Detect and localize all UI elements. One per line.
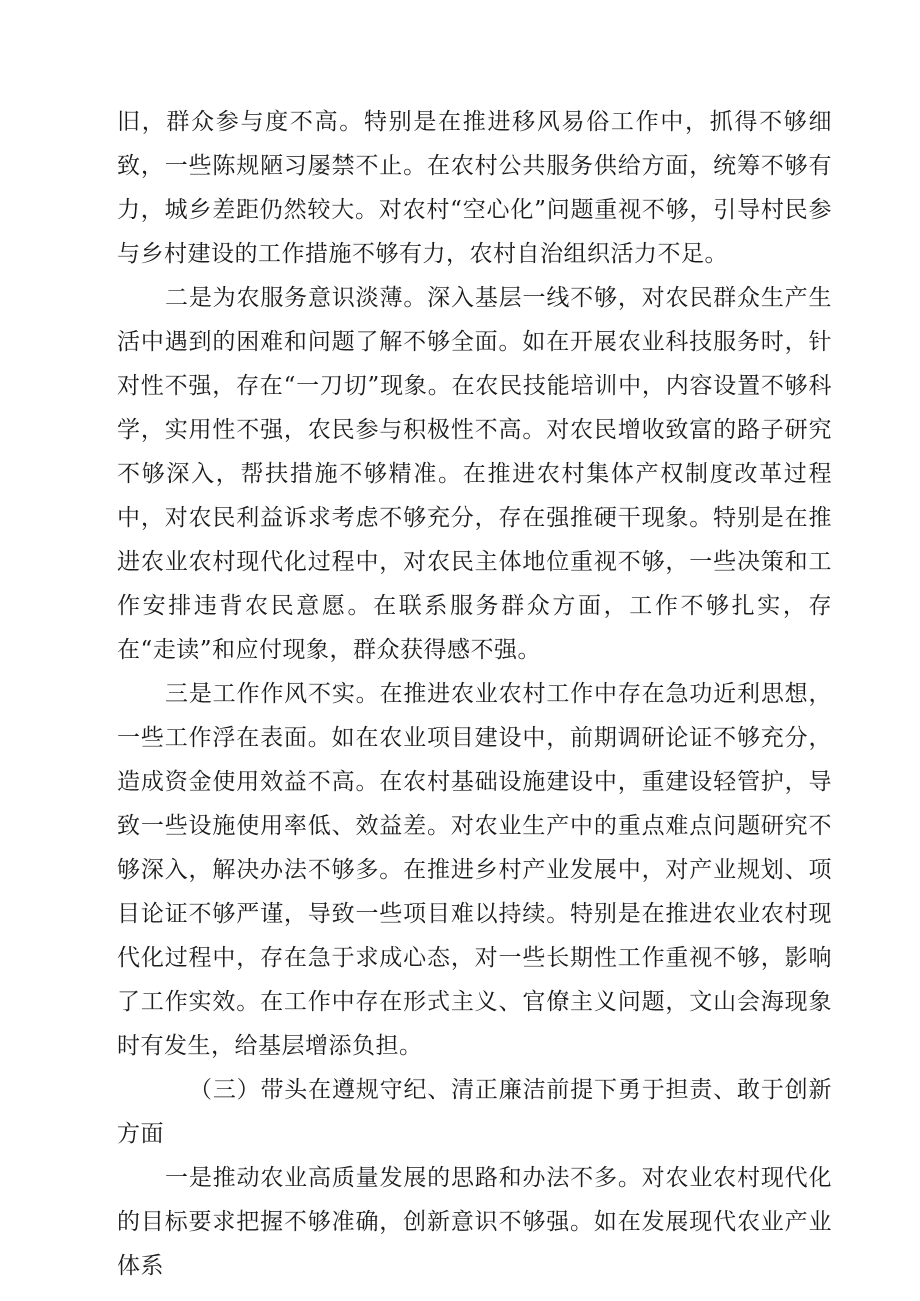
paragraph-point-one: 一是推动农业高质量发展的思路和办法不多。对农业农村现代化的目标要求把握不够准确，创新意识不够强。如在发展现代农业产业体系 [117,1165,832,1279]
paragraph-point-three: 三是工作作风不实。在推进农业农村工作中存在急功近利思想，一些工作浮在表面。如在农业项目建设中，前期调研论证不够充分，造成资金使用效益不高。在农村基础设施建设中，重建设轻管护，导致一些设施使用率低、效益差。对农业生产中的重点难点问题研究不够深入，解决办法不够多。在推进乡村产业发展中，对产业规划、项目论证不够严谨，导致一些项目难以持续。特别是在推进农业农村现代化过程中，存在急于求成心态，对一些长期性工作重视不够，影响了工作实效。在工作中存在形式主义、官僚主义问题，文山会海现象时有发生，给基层增添负担。 [117,681,832,1059]
document-body [117,100,832,1288]
section-heading: （三）带头在遵规守纪、清正廉洁前提下勇于担责、敢于创新方面 [117,1077,832,1147]
paragraph-continuation: 旧，群众参与度不高。特别是在推进移风易俗工作中，抓得不够细致，一些陈规陋习屡禁不止。在农村公共服务供给方面，统筹不够有力，城乡差距仍然较大。对农村“空心化”问题重视不够，引导村民参与乡村建设的工作措施不够有力，农村自治组织活力不足。 [117,109,832,267]
paragraph-point-two: 二是为农服务意识淡薄。深入基层一线不够，对农民群众生产生活中遇到的困难和问题了解不够全面。如在开展农业科技服务时，针对性不强，存在“一刀切”现象。在农民技能培训中，内容设置不够科学，实用性不强，农民参与积极性不高。对农民增收致富的路子研究不够深入，帮扶措施不够精准。在推进农村集体产权制度改革过程中，对农民利益诉求考虑不够充分，存在强推硬干现象。特别是在推进农业农村现代化过程中，对农民主体地位重视不够，一些决策和工作安排违背农民意愿。在联系服务群众方面，工作不够扎实，存在“走读”和应付现象，群众获得感不强。 [117,285,832,663]
